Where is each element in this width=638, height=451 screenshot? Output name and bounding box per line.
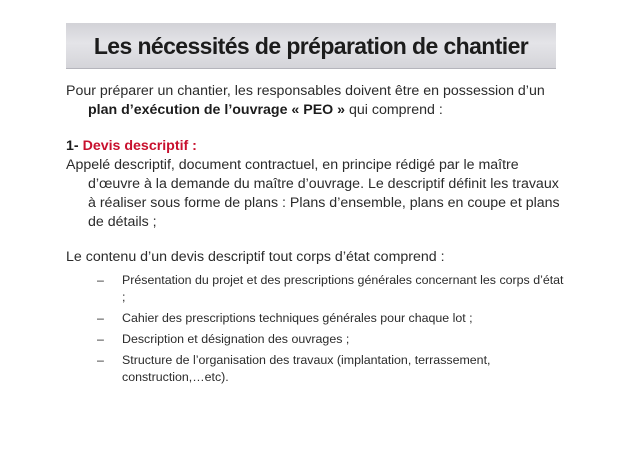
intro-paragraph	[66, 82, 566, 120]
list-item-text: Description et désignation des ouvrages ;	[122, 332, 350, 346]
contents-intro: Le contenu d’un devis descriptif tout corps d’état comprend :	[66, 249, 445, 265]
intro-bold-term: plan d’exécution de l’ouvrage « PEO »	[88, 102, 346, 118]
list-item-text: Structure de l’organisation des travaux (implantation, terrassement, construction,…etc).	[122, 353, 491, 384]
list-item	[66, 331, 566, 348]
list-item	[66, 272, 566, 306]
list-item	[66, 310, 566, 327]
section-heading	[66, 137, 566, 156]
title-band	[66, 23, 556, 69]
list-item-text: Présentation du projet et des prescriptions générales concernant les corps d’état ;	[122, 273, 564, 304]
list-item	[66, 352, 566, 386]
dash-icon: –	[97, 311, 104, 325]
intro-suffix: qui comprend :	[345, 102, 443, 118]
section-paragraph: Appelé descriptif, document contractuel, en principe rédigé par le maître d’œuvre à la demande du maître d’ouvrage. Le descriptif définit les travaux à réaliser sous forme de plans : Plans d’ensemble, plans en coupe et plans de détails ;	[66, 157, 560, 230]
section-number: 1-	[66, 138, 79, 154]
slide-title: Les nécessités de préparation de chantier	[93, 33, 529, 59]
dash-icon: –	[97, 353, 104, 367]
dash-icon: –	[97, 273, 104, 287]
dash-icon: –	[97, 332, 104, 346]
section-title: Devis descriptif :	[82, 138, 197, 154]
list-item-text: Cahier des prescriptions techniques générales pour chaque lot ;	[122, 311, 473, 325]
bullet-list	[66, 272, 566, 386]
slide-body	[66, 82, 566, 390]
intro-prefix: Pour préparer un chantier, les responsables doivent être en possession d’un	[66, 83, 545, 99]
